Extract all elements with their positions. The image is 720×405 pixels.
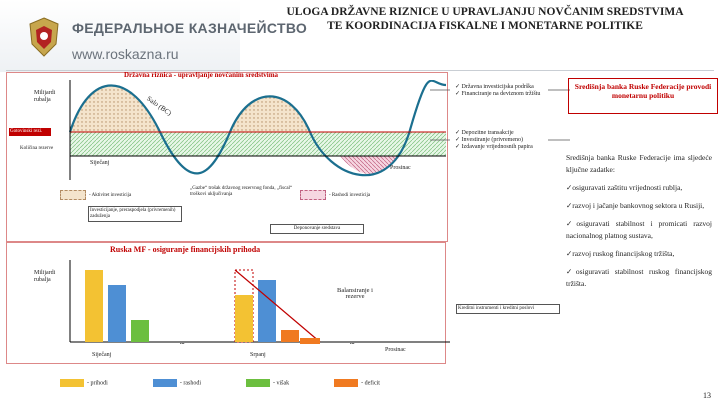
bar-jan-income — [85, 270, 103, 342]
top-legend-3-label: - Rashodi investicija — [329, 193, 371, 199]
legend-expense — [153, 379, 201, 387]
bottom-legend — [60, 379, 380, 387]
reserve-band — [70, 132, 446, 156]
bottom-diagram-title: Ruska MF - osiguranje financijskih prihoda — [110, 245, 261, 254]
page-title — [250, 5, 720, 33]
bar-jan-surplus — [131, 320, 149, 342]
expense-swatch-bottom — [153, 379, 177, 387]
title-line-2: TE KOORDINACIJA FISKALNE I MONETARNE POLITIKE — [327, 20, 643, 32]
task-1-text: osiguravati zaštitu vrijednosti rublja, — [572, 183, 683, 192]
check-item-4-text: Investiranje (privremeno) — [461, 137, 524, 143]
check-item-1: ✓ Državna investicijska podrška — [455, 84, 534, 90]
bottom-x-mid: Srpanj — [250, 352, 266, 358]
top-wave-chart — [60, 80, 446, 180]
bottom-bar-chart — [60, 260, 450, 350]
header-divider — [6, 70, 714, 71]
check-item-2: ✓ Financiranje na deviznom tržištu — [455, 91, 541, 97]
check-item-1-text: Državna investicijska podrška — [461, 84, 534, 90]
surplus-swatch — [246, 379, 270, 387]
eagle-emblem-icon — [24, 14, 64, 60]
bar-jan-expense — [108, 285, 126, 342]
investment-box: Investicijanje, preraspodjela (privremenih) zaduženja — [88, 206, 182, 222]
check-item-2-text: Financiranje na deviznom tržištu — [461, 91, 541, 97]
investment-swatch — [60, 190, 86, 200]
deficit-marker — [300, 338, 320, 344]
cash-label: Gotovinski rezi. — [9, 128, 51, 136]
task-4: ✓razvoj ruskog financijskog tržišta, — [566, 249, 675, 258]
legend-deficit-label: - deficit — [361, 380, 380, 387]
check-item-5: ✓ Izdavanje vrijednosnih papira — [455, 144, 533, 150]
investment-area-2 — [230, 97, 310, 132]
top-yaxis-label: Milijardi rubalja — [34, 90, 56, 103]
bottom-x-start: Siječanj — [92, 352, 112, 358]
income-swatch — [60, 379, 84, 387]
task-5-text: osiguravati stabilnost ruskog financijskog tržišta. — [566, 267, 712, 288]
deficit-swatch — [334, 379, 358, 387]
title-line-1: ULOGA DRŽAVNE RIZNICE U UPRAVLJANJU NOVČANIM SREDSTVIMA — [286, 6, 684, 18]
top-legend-3 — [300, 190, 370, 200]
task-2-text: razvoj i jačanje bankovnog sektora u Rusiji, — [572, 201, 705, 210]
legend-surplus-label: - višak — [272, 380, 290, 387]
check-item-5-text: Izdavanje vrijednosnih papira — [461, 144, 533, 150]
page-number: 13 — [703, 391, 711, 400]
top-connectors — [430, 80, 570, 160]
task-3-text: osiguravati stabilnost i promicati razvoj nacionalnog platnog sustava, — [566, 219, 712, 240]
top-legend-1-label: - Aktivitet investicija — [89, 193, 132, 199]
top-x-start: Siječanj — [90, 160, 110, 166]
central-bank-tasks — [566, 152, 712, 290]
tasks-intro: Središnja banka Ruske Federacije ima sljedeće ključne zadatke: — [566, 153, 712, 174]
ellipsis-2: ... — [350, 340, 355, 346]
legend-surplus — [246, 379, 289, 387]
top-x-end: Prosinac — [390, 165, 411, 171]
bar-jul-expense — [258, 280, 276, 342]
credit-box: Kreditni instrumenti i kreditni poslovi — [456, 304, 560, 314]
top-diagram-title: Državna riznica - upravljanje novčanim sredstvima — [124, 71, 279, 79]
balance-box: Balansiranje i rezerve — [337, 287, 373, 300]
legend-income-label: - prihodi — [87, 380, 108, 387]
task-1: ✓osiguravati zaštitu vrijednosti rublja, — [566, 183, 683, 192]
task-5: ✓osiguravati stabilnost ruskog financijskog tržišta. — [566, 267, 712, 288]
task-3: ✓osiguravati stabilnost i promicati razvoj nacionalnog platnog sustava, — [566, 219, 712, 240]
top-legend-1 — [60, 190, 131, 200]
expense-swatch — [300, 190, 326, 200]
brand-name: ФЕДЕРАЛЬНОЕ КАЗНАЧЕЙСТВО — [72, 20, 308, 36]
check-item-3-text: Depozitne transakcije — [461, 130, 514, 136]
bottom-yaxis-label: Milijardi rubalja — [34, 270, 56, 283]
bar-jul-income — [235, 295, 253, 342]
check-item-3: ✓ Depozitne transakcije — [455, 130, 514, 136]
site-url[interactable]: www.roskazna.ru — [72, 46, 179, 62]
check-item-4: ✓ Investiranje (privremeno) — [455, 137, 524, 143]
top-legend-2-label: „Gazbe“ trošak državnog rezervnog fonda, „fiscal“ troškovi uključivanja — [190, 186, 293, 197]
ellipsis-1: ... — [180, 340, 185, 346]
legend-expense-label: - rashodi — [179, 380, 201, 387]
legend-deficit — [334, 379, 380, 387]
task-4-text: razvoj ruskog financijskog tržišta, — [572, 249, 675, 258]
top-legend-2 — [190, 186, 300, 198]
balance-label: Salo (BC) — [145, 94, 173, 118]
legend-income — [60, 379, 108, 387]
bottom-x-end: Prosinac — [385, 347, 406, 353]
task-2: ✓razvoj i jačanje bankovnog sektora u Rusiji, — [566, 201, 705, 210]
bar-jul-deficit — [281, 330, 299, 342]
central-bank-box: Središnja banka Ruske Federacije provodi monetarnu politiku — [568, 78, 718, 114]
deposit-box: Deponovanje sredstava — [270, 224, 364, 234]
reserve-label: Količina rezerve — [20, 146, 54, 151]
